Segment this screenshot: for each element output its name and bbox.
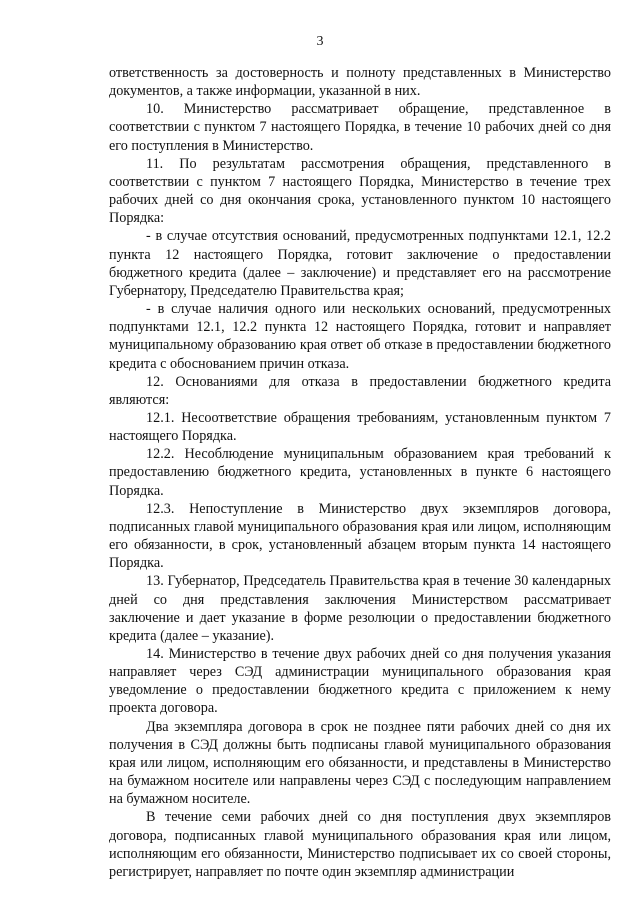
paragraph-12: 12. Основаниями для отказа в предоставлении бюджетного кредита являются: xyxy=(109,373,611,408)
paragraph-12-1: 12.1. Несоответствие обращения требованиям, установленным пунктом 7 настоящего Порядка. xyxy=(109,409,611,445)
paragraph-12-2: 12.2. Несоблюдение муниципальным образованием края требований к предоставлению бюджетного кредита, установленных в пункте 6 настоящего Порядка. xyxy=(109,446,611,499)
paragraph-14-part-3: В течение семи рабочих дней со дня поступления двух экземпляров договора, подписанных главой муниципального образования края или лицом, исполняющим его обязанности, Министерство подписывает их со своей стороны, регистрирует, направляет по почте один экземпляр администрации xyxy=(109,809,611,880)
paragraph-11-item-2: - в случае наличия одного или нескольких оснований, предусмотренных подпунктами 12.1, 12.2 пункта 12 настоящего Порядка, готовит и направляет муниципальному образованию края ответ об отказе в предоставлении бюджетного кредита с обоснованием причин отказа. xyxy=(109,301,611,372)
paragraph-continuation: ответственность за достоверность и полноту представленных в Министерство документов, а также информации, указанной в них. xyxy=(109,65,611,100)
paragraph-11: 11. По результатам рассмотрения обращения, представленного в соответствии с пунктом 7 настоящего Порядка, Министерство в течение трех рабочих дней со дня окончания срока, установленного пунктом 10 настоящего Порядка: xyxy=(109,155,611,227)
paragraph-14-part-2: Два экземпляра договора в срок не позднее пяти рабочих дней со дня их получения в СЭД должны быть подписаны главой муниципального образования края или лицом, исполняющим его обязанности, и представлены в Министерство на бумажном носителе или направлены через СЭД с последующим направлением на бумажном носителе. xyxy=(109,718,611,808)
paragraph-14: 14. Министерство в течение двух рабочих дней со дня получения указания направляет через СЭД администрации муниципального образования края уведомление о предоставлении бюджетного кредита с приложением к нему проекта договора. xyxy=(109,646,611,717)
paragraph-10: 10. Министерство рассматривает обращение, представленное в соответствии с пунктом 7 настоящего Порядка, в течение 10 рабочих дней со дня его поступления в Министерство. xyxy=(109,101,611,154)
paragraph-13: 13. Губернатор, Председатель Правительства края в течение 30 календарных дней со дня представления заключения Министерством рассматривает заключение и дает указание в форме резолюции о предоставлении бюджетного кредита (далее – указание). xyxy=(109,573,611,644)
document-body xyxy=(109,64,611,881)
paragraph-11-item-1: - в случае отсутствия оснований, предусмотренных подпунктами 12.1, 12.2 пункта 12 настоящего Порядка, готовит заключение о предоставлении бюджетного кредита (далее – заключение) и представляет его на рассмотрение Губернатору, Председателю Правительства края; xyxy=(109,228,611,299)
paragraph-12-3: 12.3. Непоступление в Министерство двух экземпляров договора, подписанных главой муниципального образования края или лицом, исполняющим его обязанности, в срок, установленный абзацем вторым пункта 14 настоящего Порядка. xyxy=(109,500,611,572)
page-number: 3 xyxy=(316,34,324,49)
